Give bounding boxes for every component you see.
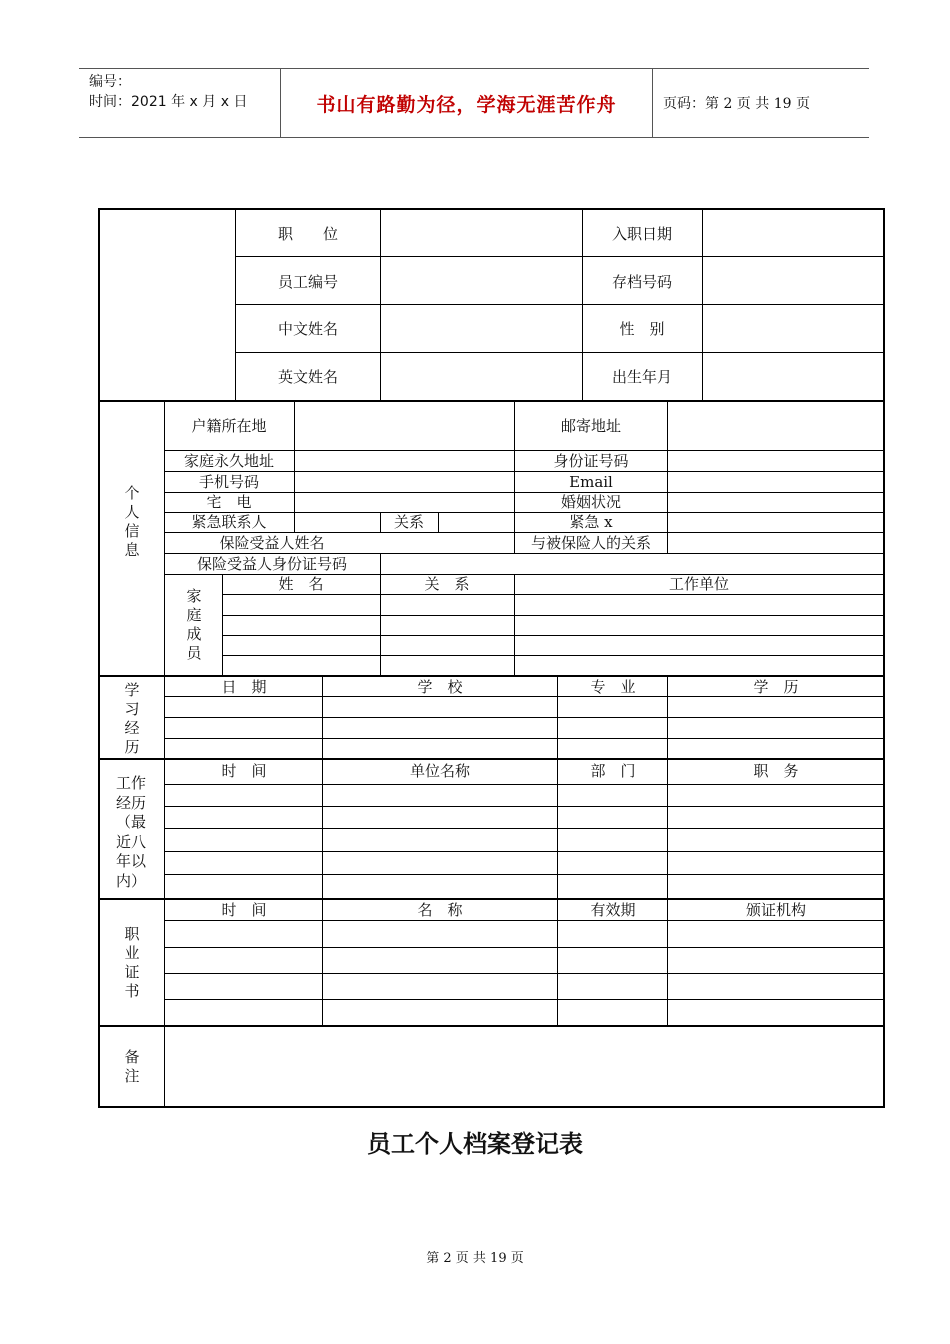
label-family: 家庭成员: [186, 587, 202, 662]
work-col-department: 部 门: [590, 762, 636, 780]
label-beneficiary: 保险受益人姓名: [219, 534, 325, 552]
label-beneficiary-rel: 与被保险人的关系: [530, 534, 652, 552]
grid-line: [165, 553, 885, 554]
family-col-relation: 关 系: [424, 575, 470, 593]
grid-line: [165, 851, 885, 852]
grid-line: [235, 352, 885, 353]
section-remark: 备注: [124, 1048, 140, 1085]
study-col-major: 专 业: [590, 678, 636, 696]
cert-col-name: 名 称: [417, 901, 463, 919]
family-col-name: 姓 名: [278, 575, 324, 593]
grid-line: [557, 677, 558, 759]
grid-line: [165, 471, 885, 472]
label-cn-name: 中文姓名: [277, 320, 339, 338]
grid-line: [322, 677, 323, 759]
section-personal: 个人信息: [124, 484, 140, 559]
label-relation: 关系: [393, 513, 425, 531]
grid-line: [222, 635, 885, 636]
label-emergency: 紧急联系人: [191, 513, 267, 531]
grid-line: [165, 717, 885, 718]
grid-line: [165, 512, 885, 513]
grid-line: [557, 900, 558, 1026]
grid-line: [165, 828, 885, 829]
grid-line: [667, 900, 668, 1026]
grid-line: [380, 553, 381, 574]
grid-line: [667, 677, 668, 759]
grid-line: [222, 594, 885, 595]
label-gender: 性 别: [619, 320, 665, 338]
grid-line: [165, 696, 885, 697]
section-cert: 职业证书: [124, 925, 140, 1000]
grid-line: [667, 760, 668, 898]
section-line: [98, 400, 885, 402]
time-label: 时间：2021 年 x 月 x 日: [89, 94, 248, 110]
grid-line: [164, 402, 165, 1108]
cert-col-issuer: 颁证机构: [745, 901, 807, 919]
label-home-phone: 宅 电: [206, 493, 252, 511]
grid-line: [322, 760, 323, 898]
label-beneficiary-id: 保险受益人身份证号码: [196, 555, 348, 573]
page-info: 页码：第 2 页 共 19 页: [663, 96, 810, 112]
label-mail-addr: 邮寄地址: [560, 417, 622, 435]
work-col-company: 单位名称: [409, 762, 471, 780]
grid-line: [222, 655, 885, 656]
section-line: [98, 758, 885, 760]
family-col-employer: 工作单位: [668, 575, 730, 593]
header-page-cell: [653, 69, 869, 137]
registration-form: [98, 208, 885, 1108]
motto-text: 书山有路勤为径，学海无涯苦作舟: [316, 93, 617, 116]
label-id-no: 身份证号码: [553, 452, 629, 470]
section-line: [98, 1025, 885, 1027]
label-emergency-x: 紧急 x: [569, 513, 613, 531]
grid-line: [380, 512, 381, 533]
section-work: 工作经历（最近八年以内）: [115, 774, 146, 890]
grid-line: [514, 574, 515, 676]
grid-line: [165, 738, 885, 739]
grid-line: [235, 256, 885, 257]
grid-line: [294, 402, 295, 533]
cert-col-time: 时 间: [221, 901, 267, 919]
grid-line: [165, 574, 885, 575]
cert-col-validity: 有效期: [590, 901, 636, 919]
grid-line: [165, 784, 885, 785]
grid-line: [222, 615, 885, 616]
label-archive-no: 存档号码: [611, 273, 673, 291]
work-col-time: 时 间: [221, 762, 267, 780]
grid-line: [380, 574, 381, 676]
grid-line: [667, 402, 668, 554]
grid-line: [514, 402, 515, 554]
header-meta-cell: [79, 69, 281, 137]
section-study: 学习经历: [124, 681, 140, 756]
grid-line: [222, 574, 223, 676]
grid-line: [165, 492, 885, 493]
grid-line: [165, 806, 885, 807]
grid-line: [165, 999, 885, 1000]
study-col-school: 学 校: [417, 678, 463, 696]
grid-line: [165, 874, 885, 875]
grid-line: [165, 532, 885, 533]
label-home-addr: 家庭永久地址: [183, 452, 275, 470]
label-email: Email: [569, 473, 613, 491]
code-label: 编号：: [89, 74, 131, 90]
grid-line: [235, 304, 885, 305]
study-col-date: 日 期: [221, 678, 267, 696]
work-col-title: 职 务: [753, 762, 799, 780]
label-position: 职 位: [277, 225, 339, 243]
study-col-degree: 学 历: [753, 678, 799, 696]
header-motto-cell: [281, 69, 653, 137]
grid-line: [438, 512, 439, 533]
grid-line: [165, 973, 885, 974]
page-footer: 第 2 页 共 19 页: [426, 1251, 524, 1266]
grid-line: [557, 760, 558, 898]
label-marital: 婚姻状况: [560, 493, 622, 511]
page-header: [79, 68, 869, 138]
grid-line: [322, 900, 323, 1026]
label-employee-no: 员工编号: [277, 273, 339, 291]
form-title: 员工个人档案登记表: [367, 1129, 583, 1158]
grid-line: [165, 450, 885, 451]
grid-line: [165, 920, 885, 921]
label-household: 户籍所在地: [191, 417, 267, 435]
grid-line: [165, 947, 885, 948]
label-mobile: 手机号码: [198, 473, 260, 491]
label-birth: 出生年月: [611, 368, 673, 386]
section-line: [98, 898, 885, 900]
label-en-name: 英文姓名: [277, 368, 339, 386]
label-hire-date: 入职日期: [611, 225, 673, 243]
section-line: [98, 675, 885, 677]
